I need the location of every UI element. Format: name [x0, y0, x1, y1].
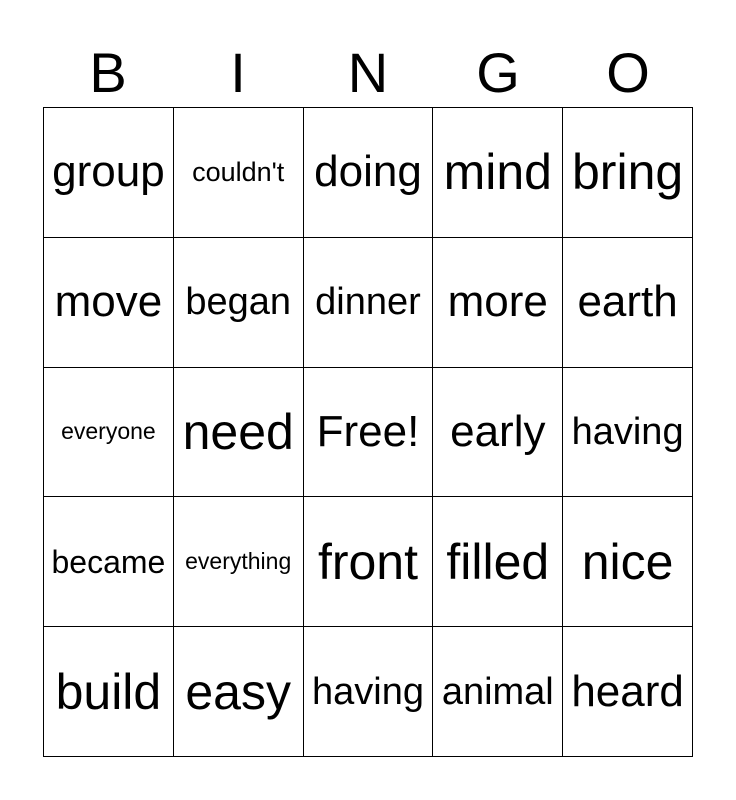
- bingo-cell[interactable]: group: [44, 108, 174, 238]
- bingo-cell[interactable]: earth: [563, 238, 693, 368]
- bingo-cell[interactable]: couldn't: [174, 108, 304, 238]
- bingo-cell[interactable]: front: [304, 497, 434, 627]
- bingo-cell[interactable]: doing: [304, 108, 434, 238]
- bingo-cell[interactable]: animal: [433, 627, 563, 757]
- header-letter-i: I: [230, 41, 246, 104]
- bingo-cell[interactable]: nice: [563, 497, 693, 627]
- header-letter-n: N: [347, 41, 389, 104]
- bingo-cell[interactable]: heard: [563, 627, 693, 757]
- bingo-cell[interactable]: everything: [174, 497, 304, 627]
- bingo-cell[interactable]: everyone: [44, 368, 174, 498]
- bingo-board: [43, 107, 693, 757]
- bingo-cell[interactable]: bring: [563, 108, 693, 238]
- bingo-header: [43, 42, 693, 104]
- bingo-cell[interactable]: mind: [433, 108, 563, 238]
- bingo-cell[interactable]: more: [433, 238, 563, 368]
- header-letter-b: B: [89, 41, 127, 104]
- bingo-cell[interactable]: filled: [433, 497, 563, 627]
- bingo-cell[interactable]: began: [174, 238, 304, 368]
- bingo-cell[interactable]: need: [174, 368, 304, 498]
- bingo-cell[interactable]: build: [44, 627, 174, 757]
- header-letter-o: O: [606, 41, 650, 104]
- bingo-cell[interactable]: early: [433, 368, 563, 498]
- bingo-cell[interactable]: easy: [174, 627, 304, 757]
- bingo-cell[interactable]: having: [563, 368, 693, 498]
- header-letter-g: G: [476, 41, 520, 104]
- bingo-free-cell[interactable]: Free!: [304, 368, 434, 498]
- bingo-cell[interactable]: move: [44, 238, 174, 368]
- bingo-cell[interactable]: having: [304, 627, 434, 757]
- bingo-cell[interactable]: dinner: [304, 238, 434, 368]
- bingo-cell[interactable]: became: [44, 497, 174, 627]
